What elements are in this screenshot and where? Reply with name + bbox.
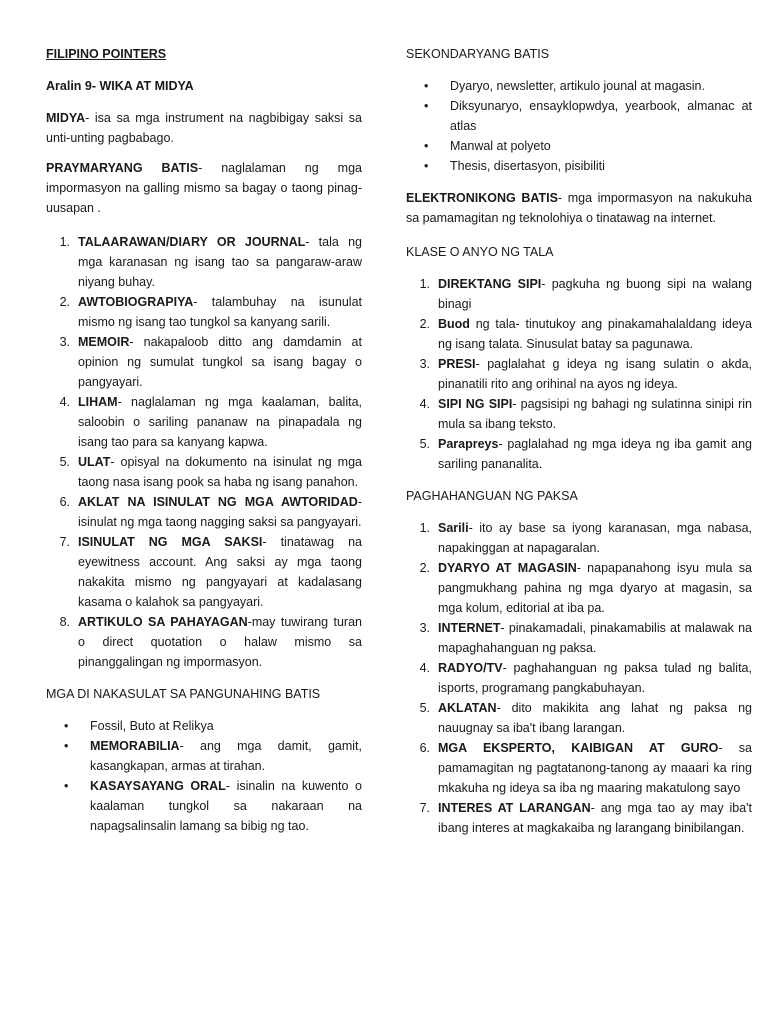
list-item <box>406 698 752 738</box>
list-text <box>438 738 752 798</box>
list-text <box>438 314 752 354</box>
list-item <box>46 776 362 836</box>
list-number: 6. <box>419 741 430 755</box>
list-text: Thesis, disertasyon, pisibiliti <box>450 159 605 173</box>
item-term: DIREKTANG SIPI <box>438 277 542 291</box>
secondary-sources-list <box>406 76 752 176</box>
list-text <box>438 798 752 838</box>
right-column <box>406 44 752 850</box>
list-number: 4. <box>59 395 70 409</box>
list-item <box>46 736 362 776</box>
list-text <box>438 698 752 738</box>
document-title: FILIPINO POINTERS <box>46 47 167 61</box>
item-term: LIHAM <box>78 395 118 409</box>
list-text <box>438 558 752 618</box>
list-item <box>406 618 752 658</box>
list-text <box>438 394 752 434</box>
list-text <box>78 292 362 332</box>
item-description: - opisyal na dokumento na isinulat ng mga taong nasa isang pook sa haba ng isang panahon. <box>78 455 362 489</box>
list-text <box>438 274 752 314</box>
list-number: 4. <box>419 397 430 411</box>
item-description: -may tuwirang turan o direct quotation o halaw mismo sa pinanggalingan ng impormasyon. <box>78 615 363 669</box>
list-text <box>90 776 362 836</box>
definition: - mga impormasyon na nakukuha sa pamamagitan ng teknolohiya o tinatawag na internet. <box>406 191 752 225</box>
item-term: RADYO/TV <box>438 661 503 675</box>
list-item <box>406 274 752 314</box>
item-term: SIPI NG SIPI <box>438 397 513 411</box>
list-number: 2. <box>59 295 70 309</box>
bullet-icon: • <box>64 739 69 753</box>
list-number: 5. <box>419 437 430 451</box>
item-term: AKLATAN <box>438 701 497 715</box>
list-number: 5. <box>59 455 70 469</box>
list-number: 1. <box>419 277 430 291</box>
primary-sources-list <box>46 232 362 672</box>
list-item <box>406 658 752 698</box>
list-text <box>78 532 362 612</box>
di-nakasulat-list <box>46 716 362 836</box>
klase-heading: KLASE O ANYO NG TALA <box>406 245 554 259</box>
item-description: - pagsisipi ng bahagi ng sulatinna sinipi rin mula sa ibang teksto. <box>438 397 752 431</box>
list-text: Dyaryo, newsletter, artikulo jounal at magasin. <box>450 79 705 93</box>
item-term: INTERNET <box>438 621 501 635</box>
list-item <box>406 394 752 434</box>
item-description: - ang mga damit, gamit, kasangkapan, armas at tirahan. <box>90 739 362 773</box>
list-number: 3. <box>419 621 430 635</box>
item-description: - isinalin na kuwento o kaalaman tungkol sa nakaraan na napagsalinsalin lamang sa bibig ng tao. <box>90 779 362 833</box>
item-description: - napapanahong isyu mula sa pangmukhang pahina ng mga dyaryo at magasin, sa mga kolum, editorial at iba pa. <box>438 561 752 615</box>
item-term: Parapreys <box>438 437 499 451</box>
item-description: - talambuhay na isunulat mismo ng isang tao tungkol sa kanyang sarili. <box>78 295 362 329</box>
praymaryang-batis-definition <box>46 158 362 218</box>
item-description: - tinatawag na eyewitness account. Ang saksi ay mga taong nakakita mismo ng pangyayari at kadalasang kasama o kalahok sa pangyayari. <box>78 535 362 609</box>
list-number: 6. <box>59 495 70 509</box>
item-description: - tala ng mga karanasan ng isang tao sa pangaraw-araw niyang buhay. <box>78 235 362 289</box>
list-item <box>46 716 362 736</box>
list-item <box>406 136 752 156</box>
item-term: INTERES AT LARANGAN <box>438 801 591 815</box>
definition: - isa sa mga instrument na nagbibigay saksi sa unti-unting pagbabago. <box>46 111 362 145</box>
list-number: 7. <box>419 801 430 815</box>
item-term: ARTIKULO SA PAHAYAGAN <box>78 615 248 629</box>
list-number: 2. <box>419 317 430 331</box>
item-term: KASAYSAYANG ORAL <box>90 779 226 793</box>
list-item <box>46 492 362 532</box>
paghahanguan-list <box>406 518 752 838</box>
list-number: 7. <box>59 535 70 549</box>
list-number: 3. <box>59 335 70 349</box>
list-item <box>46 392 362 452</box>
item-description: - paglalahad ng mga ideya ng iba gamit ang sariling pananalita. <box>438 437 752 471</box>
item-term: MGA EKSPERTO, KAIBIGAN AT GURO <box>438 741 719 755</box>
term: PRAYMARYANG BATIS <box>46 161 199 175</box>
item-description: - nakapaloob ditto ang damdamin at opinion ng sumulat tungkol sa isang bagay o pangyayari. <box>78 335 362 389</box>
bullet-icon: • <box>424 99 429 113</box>
midya-definition <box>46 108 362 148</box>
item-term: MEMORABILIA <box>90 739 180 753</box>
list-text <box>438 518 752 558</box>
item-description: - ito ay base sa iyong karanasan, mga nabasa, napakinggan at napagaralan. <box>438 521 752 555</box>
item-term: ISINULAT NG MGA SAKSI <box>78 535 263 549</box>
term: ELEKTRONIKONG BATIS <box>406 191 558 205</box>
list-text <box>438 354 752 394</box>
list-text <box>438 618 752 658</box>
list-item <box>46 292 362 332</box>
item-term: AWTOBIOGRAPIYA <box>78 295 194 309</box>
list-text <box>78 332 362 392</box>
item-description: ng tala- tinutukoy ang pinakamahalaldang ideya ng isang talata. Sinusulat batay sa pagunawa. <box>438 317 752 351</box>
list-item <box>46 332 362 392</box>
list-text <box>78 612 362 672</box>
term: MIDYA <box>46 111 86 125</box>
item-description: - pinakamadali, pinakamabilis at malawak na mapaghahanguan ng paksa. <box>438 621 752 655</box>
list-text <box>438 434 752 474</box>
item-description: - isinulat ng mga taong nagging saksi sa pangyayari. <box>78 495 362 529</box>
list-number: 4. <box>419 661 430 675</box>
item-term: ULAT <box>78 455 111 469</box>
item-description: - sa pamamagitan ng pagtatanong-tanong ay maaari ka ring mkakuha ng ideya sa iba ng maaring makatulong sayo <box>438 741 752 795</box>
left-column <box>46 44 362 848</box>
list-text <box>438 658 752 698</box>
list-item <box>406 798 752 838</box>
item-description: - paglalahat g ideya ng isang sulatin o akda, pinanatili rito ang orihinal na ayos ng ideya. <box>438 357 752 391</box>
list-item <box>406 354 752 394</box>
item-term: DYARYO AT MAGASIN <box>438 561 577 575</box>
list-item <box>46 532 362 612</box>
list-item <box>406 156 752 176</box>
list-text <box>78 452 362 492</box>
list-text <box>90 736 362 776</box>
list-number: 1. <box>419 521 430 535</box>
sekondaryang-batis-heading: SEKONDARYANG BATIS <box>406 47 550 61</box>
item-description: - paghahanguan ng paksa tulad ng balita, isports, programang pangkabuhayan. <box>438 661 752 695</box>
list-item <box>406 76 752 96</box>
list-item <box>406 96 752 136</box>
list-text: Diksyunaryo, ensayklopwdya, yearbook, almanac at atlas <box>450 99 752 133</box>
list-text <box>90 716 362 736</box>
item-term: Buod <box>438 317 470 331</box>
bullet-icon: • <box>424 139 429 153</box>
item-description: - naglalaman ng mga kaalaman, balita, saloobin o sariling pananaw na pinapadala ng isang tao para sa kanyang kapwa. <box>78 395 362 449</box>
item-term: MEMOIR <box>78 335 130 349</box>
list-item <box>406 558 752 618</box>
item-term: TALAARAWAN/DIARY OR JOURNAL <box>78 235 306 249</box>
list-item <box>406 738 752 798</box>
list-item <box>406 314 752 354</box>
list-text: Manwal at polyeto <box>450 139 551 153</box>
item-description: - dito makikita ang lahat ng paksa ng nauugnay sa iba't ibang larangan. <box>438 701 752 735</box>
bullet-icon: • <box>424 79 429 93</box>
di-nakasulat-heading: MGA DI NAKASULAT SA PANGUNAHING BATIS <box>46 687 321 701</box>
definition: - naglalaman ng mga impormasyon na galling mismo sa bagay o taong pinag-uusapan . <box>46 161 362 215</box>
item-term: Sarili <box>438 521 469 535</box>
list-item <box>406 518 752 558</box>
bullet-icon: • <box>64 719 69 733</box>
list-number: 5. <box>419 701 430 715</box>
item-term: AKLAT NA ISINULAT NG MGA AWTORIDAD <box>78 495 358 509</box>
elektronikong-batis-definition <box>406 188 752 228</box>
list-text <box>78 492 362 532</box>
list-item <box>46 452 362 492</box>
lesson-heading: Aralin 9- WIKA AT MIDYA <box>46 79 194 93</box>
bullet-icon: • <box>424 159 429 173</box>
item-description: - ang mga tao ay may iba't ibang interes at magkakaiba ng larangang binibilangan. <box>438 801 753 835</box>
list-text <box>78 232 362 292</box>
list-number: 3. <box>419 357 430 371</box>
paghahanguan-heading: PAGHAHANGUAN NG PAKSA <box>406 489 578 503</box>
list-item <box>406 434 752 474</box>
list-number: 8. <box>59 615 70 629</box>
item-term: PRESI <box>438 357 476 371</box>
bullet-icon: • <box>64 779 69 793</box>
klase-list <box>406 274 752 474</box>
item-description: - pagkuha ng buong sipi na walang binagi <box>438 277 752 311</box>
list-number: 1. <box>59 235 70 249</box>
list-item <box>46 232 362 292</box>
item-description: Fossil, Buto at Relikya <box>90 719 214 733</box>
list-text <box>78 392 362 452</box>
list-item <box>46 612 362 672</box>
list-number: 2. <box>419 561 430 575</box>
